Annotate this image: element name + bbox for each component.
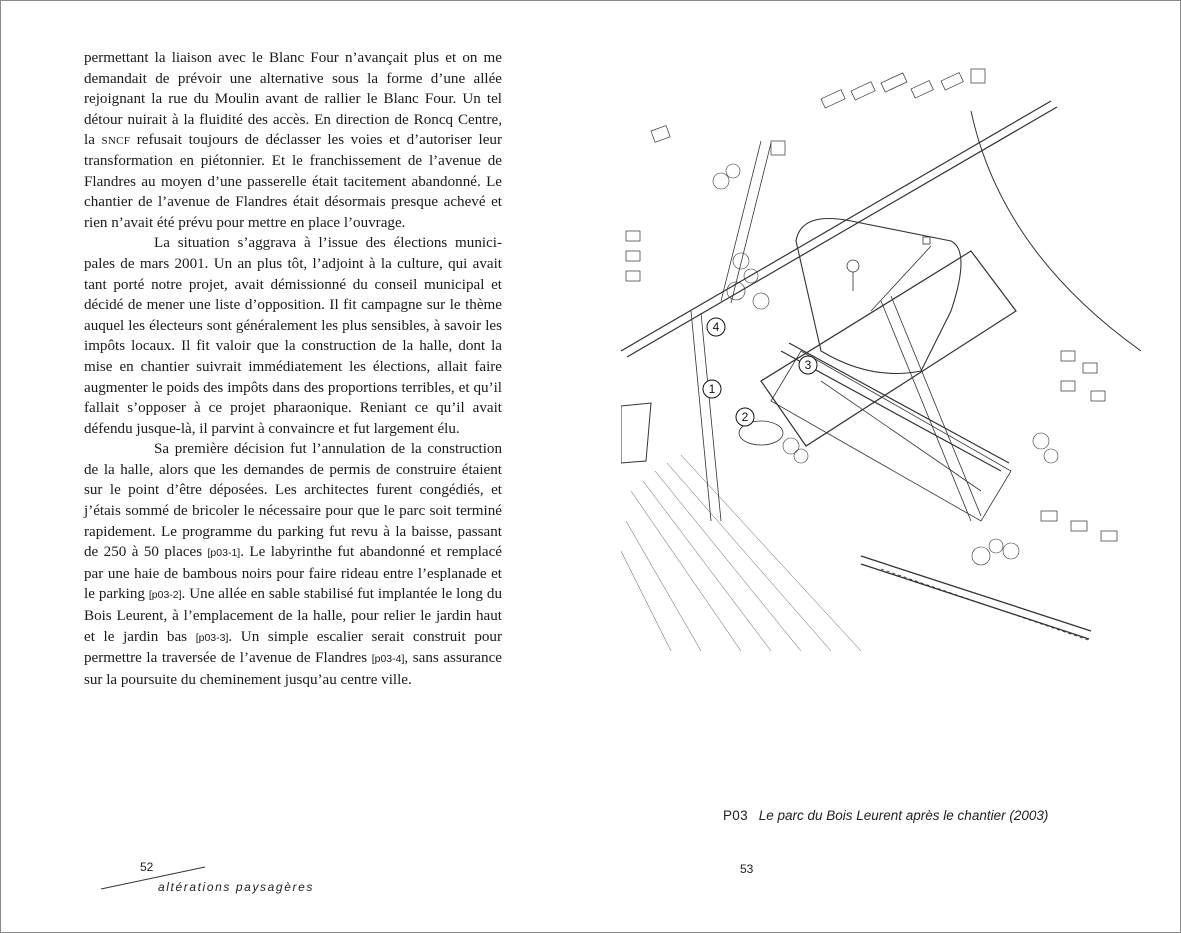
paragraph-3 <box>84 439 502 690</box>
page-number-left: 52 <box>140 860 154 874</box>
svg-text:3: 3 <box>804 358 812 372</box>
railway <box>621 101 1057 521</box>
text-run: . Le labyrinthe fut abandonné et remplacé par une haie de bambous noirs pour faire rideau entre l’esplanade et le parking <box>84 544 502 603</box>
building <box>621 403 651 463</box>
marker-4 <box>707 318 725 336</box>
marker-3 <box>799 356 817 374</box>
svg-text:1: 1 <box>708 382 716 396</box>
figure-ref: [p03-3] <box>195 631 229 644</box>
caption-number: P03 <box>723 808 748 823</box>
fountain <box>847 260 859 272</box>
body-text <box>84 48 502 690</box>
figure-ref: [p03-4] <box>371 653 405 666</box>
figure-caption <box>723 808 1048 823</box>
caption-title: Le parc du Bois Leurent après le chantier (2003) <box>758 808 1049 823</box>
left-page <box>1 1 591 932</box>
figure-ref: [p03-2] <box>148 589 182 602</box>
loop-path <box>796 219 961 374</box>
text-run: permettant la liaison avec le Blanc Four n’avançait plus et on me demandait de prévoir une alternative sous la forme d’une allée rejoignant la rue du Moulin avant de rallier le Blanc Four. Un tel détour nuirait à la fluidité des accès. En direction de Roncq Centre, la <box>84 50 502 149</box>
field-hatching <box>621 455 861 651</box>
text-run: refusait toujours de déclasser les voies et d’autoriser leur transformation en piétonnier. Et le franchissement de l’avenue de Flandres au moyen d’une passerelle était tacitement abandonné. Le chantier de l’avenue de Flandres était désormais presque achevé et rien n’avait été prévu pour mettre en place l’ouvrage. <box>84 132 502 231</box>
svg-text:4: 4 <box>712 320 720 334</box>
marker-2 <box>736 408 754 426</box>
text-run: . Un simple escalier serait construit pour permettre la traversée de l’avenue de Flandres <box>84 628 502 667</box>
svg-text:2: 2 <box>741 410 749 424</box>
figure-ref: [p03-1] <box>207 547 241 560</box>
field-boundary <box>971 111 1141 351</box>
paragraph-1 <box>84 48 502 233</box>
bottom-road <box>861 556 1091 641</box>
text-run: , sans assurance sur la poursuite du cheminement jusqu’au centre ville. <box>84 650 503 688</box>
park-aerial-drawing <box>621 51 1141 651</box>
text-run: . Une allée en sable stabilisé fut implantée le long du Bois Leurent, à l’emplacement de la halle, pour relier le jardin haut et le jardin bas <box>84 586 502 645</box>
trees <box>713 164 1058 565</box>
right-page <box>591 1 1180 932</box>
page-number-right: 53 <box>740 862 754 876</box>
text-run: Sa première décision fut l’annulation de la construction de la halle, alors que les demandes de permis de construire étaient sur le point d’être déposées. Les architectes furent congédiés, et j’étais sommé de bricoler le nécessaire pour que le parc soit terminé rapidement. Le programme du parking fut revu à la baisse, passant de 250 à 50 places <box>84 441 502 561</box>
sncf-smallcaps: sncf <box>101 132 131 149</box>
marker-1 <box>703 380 721 398</box>
paragraph-2: La situation s’aggrava à l’issue des élections munici-pales de mars 2001. Un an plus tôt, l’adjoint à la culture, qui avait tant porté notre projet, avait démissionné du conseil municipal et décidé de mener une liste d’opposition. Il fit campagne sur le thème auquel les électeurs sont généralement les plus sensibles, à savoir les impôts locaux. Il fit valoir que la construction de la halle, dont la mise en chantier suivrait immédiatement les élections, allait faire augmenter le poids des impôts dans des proportions terribles, et qu’il fallait s’opposer à ce projet pharaonique. Reniant ce qu’il avait défendu jusque-là, il parvint à convaincre et fut largement élu. <box>84 235 502 437</box>
houses-right <box>1041 351 1117 541</box>
running-head: altérations paysagères <box>158 880 314 894</box>
houses-top <box>626 69 985 281</box>
